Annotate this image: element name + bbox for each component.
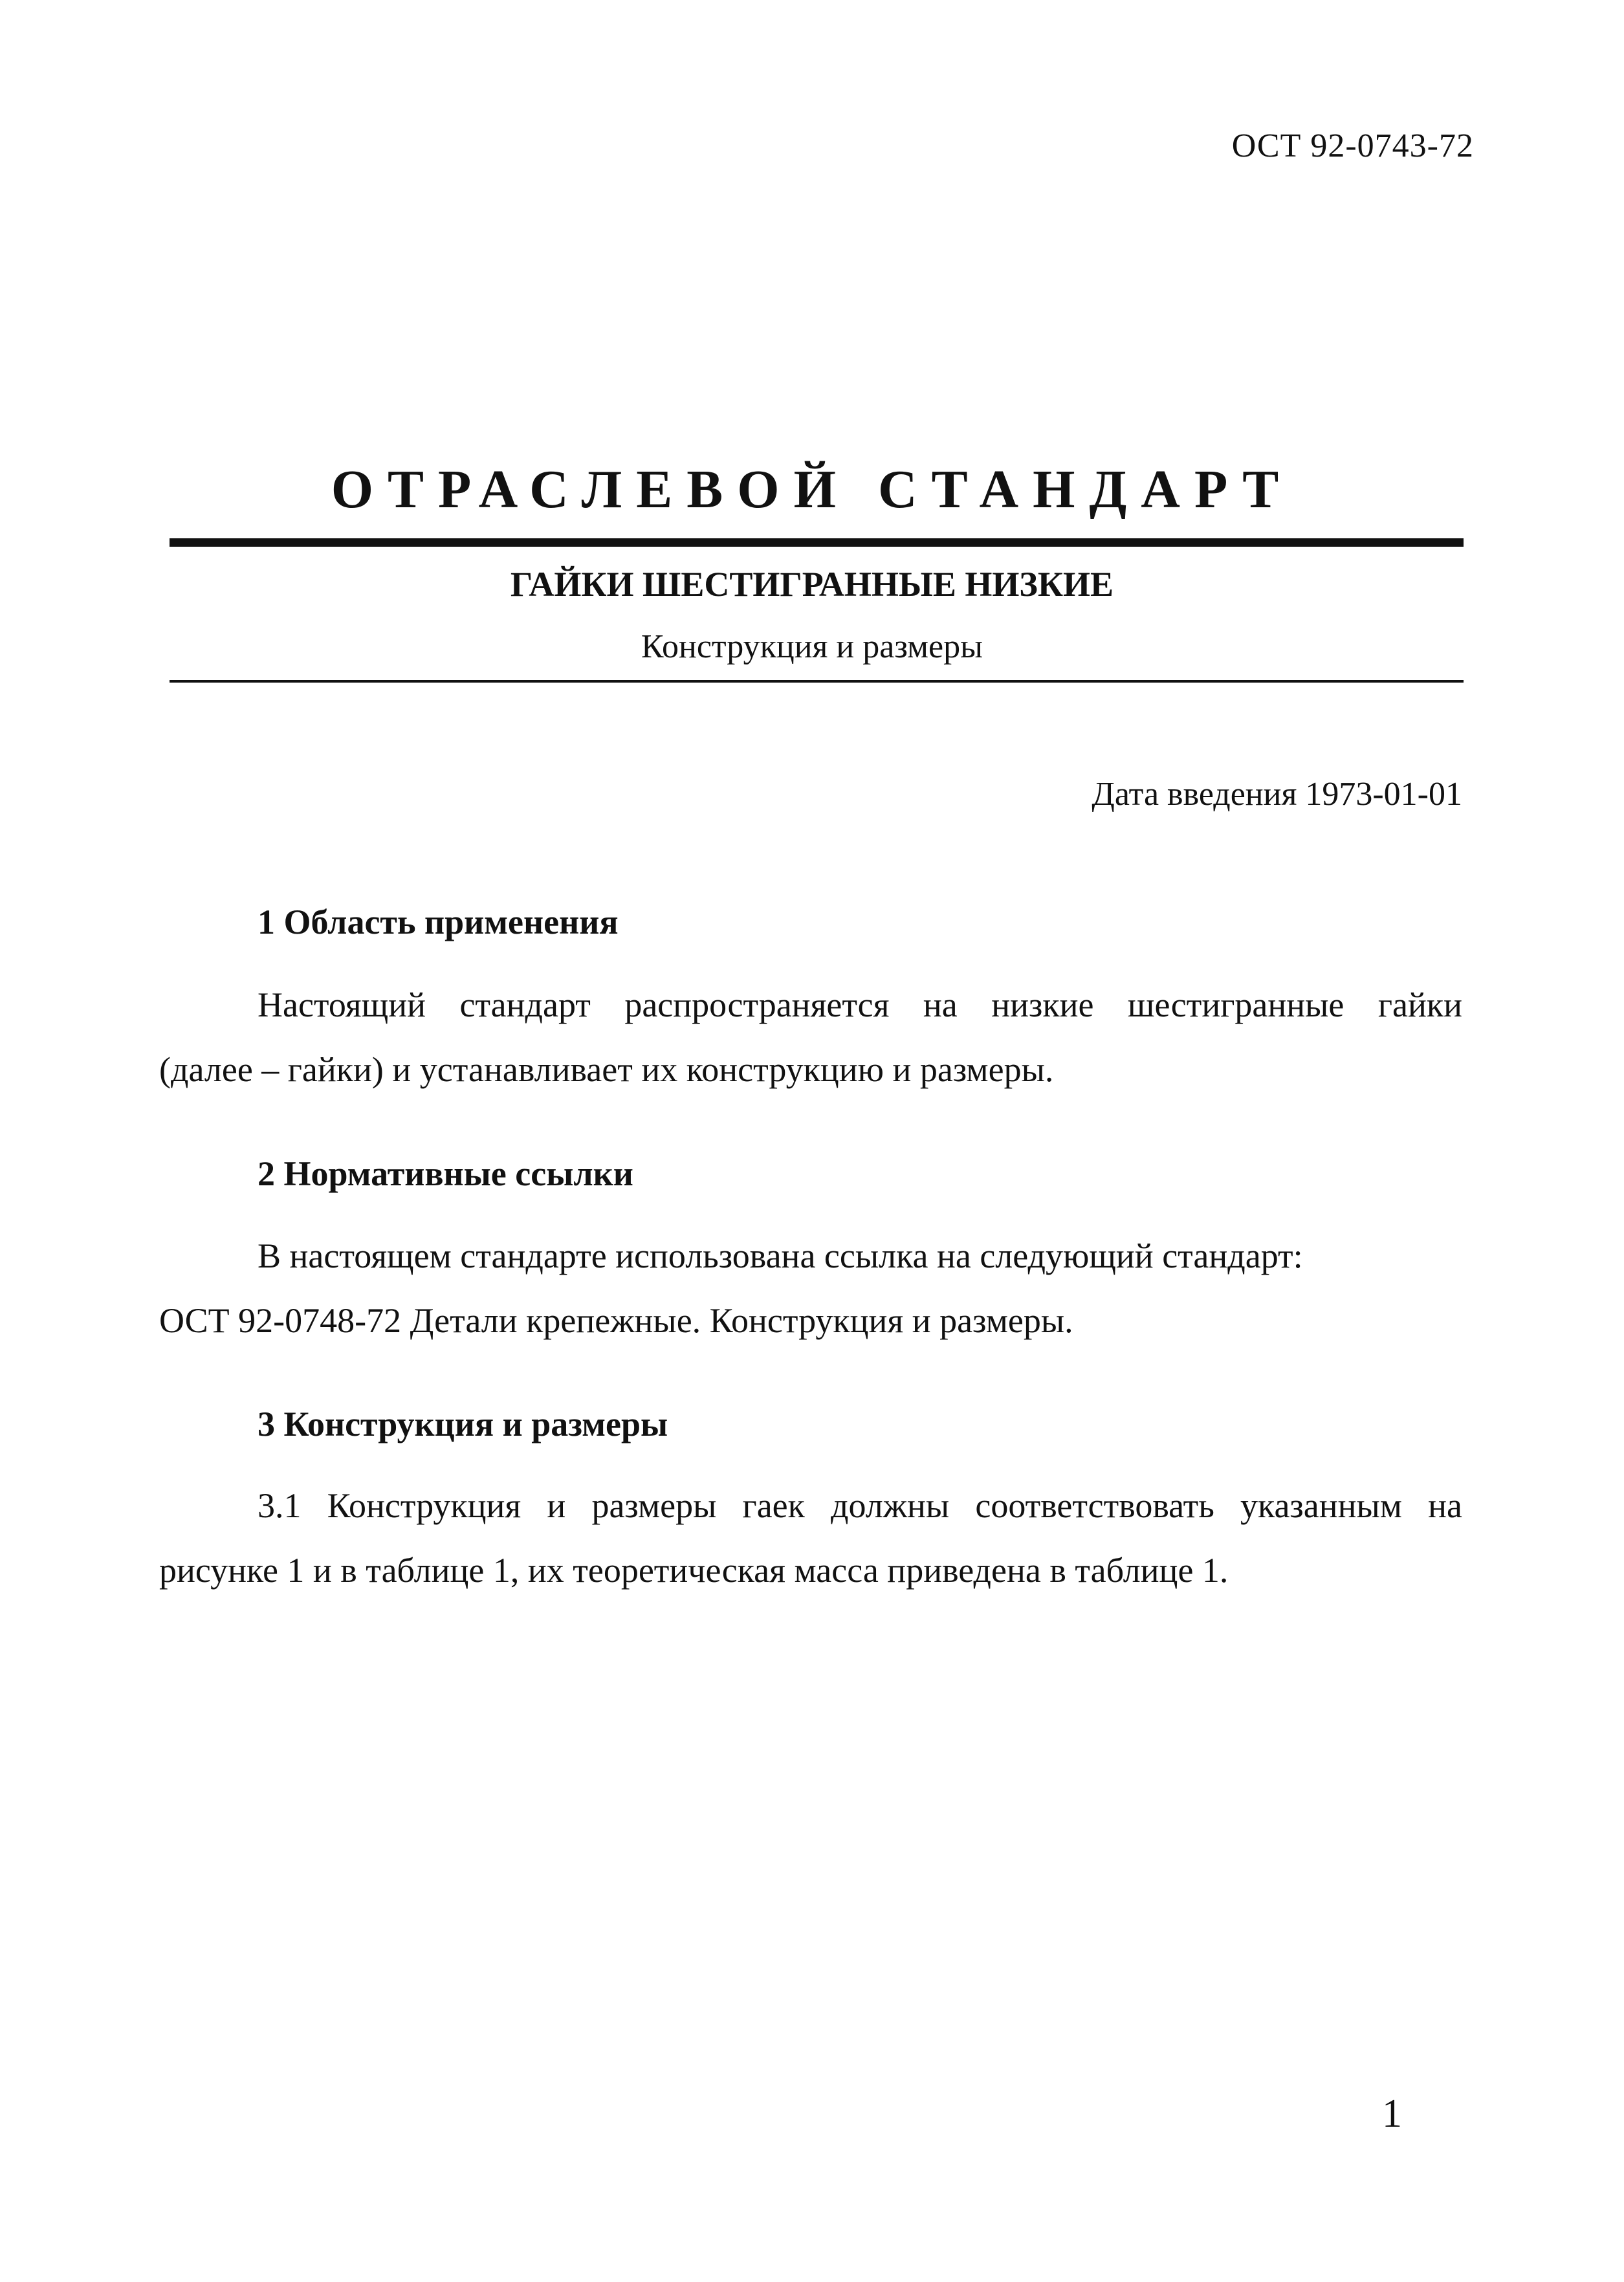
title-rule-thin xyxy=(170,680,1464,683)
page-number: 1 xyxy=(1382,2092,1402,2136)
main-title: ОТРАСЛЕВОЙ СТАНДАРТ xyxy=(331,459,1293,520)
section-2-line-1: В настоящем стандарте использована ссылка на следующий стандарт: xyxy=(258,1236,1303,1275)
section-2-heading: 2 Нормативные ссылки xyxy=(258,1154,633,1193)
section-3-line-1: 3.1 Конструкция и размеры гаек должны соответствовать указанным на xyxy=(258,1486,1462,1525)
document-code: ОСТ 92-0743-72 xyxy=(1231,127,1474,164)
section-3-line-2: рисунке 1 и в таблице 1, их теоретическая масса приведена в таблице 1. xyxy=(159,1551,1229,1590)
section-1-heading: 1 Область применения xyxy=(258,903,619,941)
title-rule-thick xyxy=(170,538,1464,547)
section-2-line-2: ОСТ 92-0748-72 Детали крепежные. Конструкция и размеры. xyxy=(159,1301,1073,1340)
introduction-date: Дата введения 1973-01-01 xyxy=(1092,776,1462,813)
subtitle: ГАЙКИ ШЕСТИГРАННЫЕ НИЗКИЕ xyxy=(510,565,1114,604)
subtitle-secondary: Конструкция и размеры xyxy=(641,628,983,665)
section-3-heading: 3 Конструкция и размеры xyxy=(258,1405,668,1443)
section-1-line-1: Настоящий стандарт распространяется на низкие шестигранные гайки xyxy=(258,985,1462,1024)
section-1-line-2: (далее – гайки) и устанавливает их конструкцию и размеры. xyxy=(159,1050,1054,1089)
